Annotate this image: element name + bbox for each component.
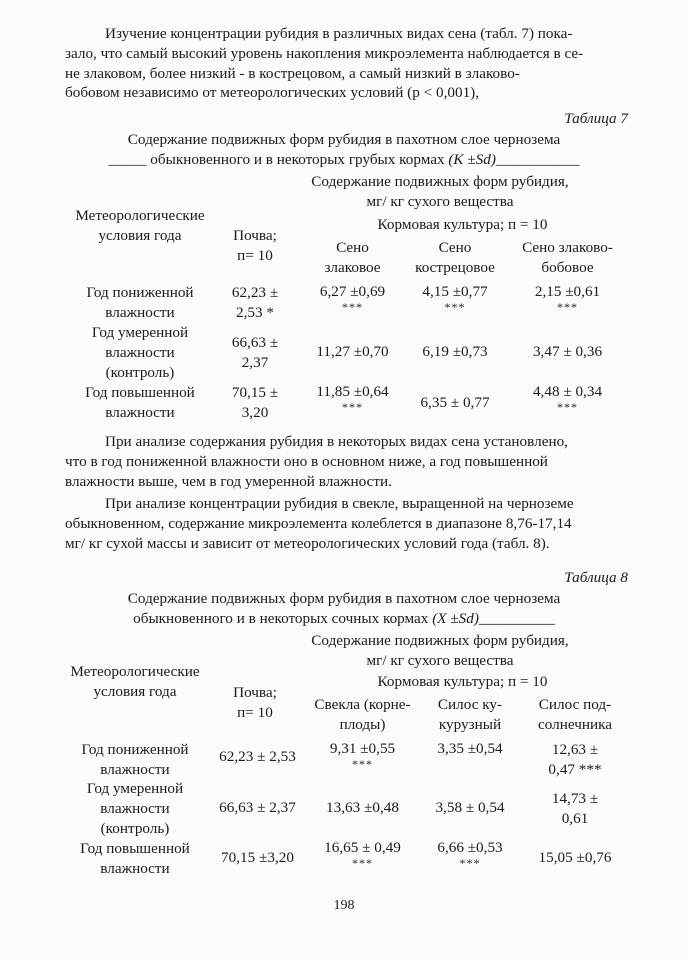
title-blank: __________ bbox=[478, 610, 555, 627]
intro-line: не злаковом, более низкий - в кострецовом, а самый низкий в злаково- bbox=[65, 64, 520, 82]
middle-paragraph-1 bbox=[65, 432, 625, 491]
row-value: 6,19 ±0,73 bbox=[422, 343, 488, 360]
middle-paragraph-2 bbox=[65, 494, 625, 553]
table-8-col-conditions: Метеорологические условия года bbox=[70, 663, 200, 700]
row-condition: Год пониженной влажности bbox=[86, 284, 194, 321]
table-7-col-soil: Почва; п= 10 bbox=[233, 227, 277, 264]
row-value: 4,15 ±0,77 *** bbox=[400, 283, 510, 313]
significance-mark: *** bbox=[557, 400, 578, 414]
table-7-header-group-line1: Содержание подвижных форм рубидия, bbox=[311, 173, 569, 190]
table-8-col3: Силос под- солнечника bbox=[538, 696, 612, 733]
row-value: 6,27 ±0,69 *** bbox=[300, 283, 405, 313]
row-soil: 66,63 ± 2,37 bbox=[231, 334, 279, 371]
row-value: 3,58 ± 0,54 bbox=[435, 799, 505, 816]
significance-mark: *** bbox=[444, 300, 466, 314]
formula: (X ±Sd) bbox=[432, 610, 479, 627]
row-value: 6,35 ± 0,77 bbox=[420, 394, 490, 411]
table-7-col1: Сено злаковое bbox=[324, 239, 381, 276]
table-7-col-conditions: Метеорологические условия года bbox=[75, 207, 205, 244]
table-8-col1: Свекла (корне- плоды) bbox=[314, 696, 411, 733]
row-value: 16,65 ± 0,49 *** bbox=[305, 839, 420, 869]
row-soil: 66,63 ± 2,37 bbox=[219, 799, 296, 816]
table-8-label: Таблица 8 bbox=[564, 569, 628, 586]
formula: (K ±Sd) bbox=[448, 151, 496, 168]
row-value: 14,73 ± 0,61 bbox=[551, 790, 599, 827]
table-8-title-line1: Содержание подвижных форм рубидия в пахотном слое чернозема bbox=[127, 590, 561, 607]
row-value: 13,63 ±0,48 bbox=[326, 799, 399, 816]
row-value: 2,15 ±0,61 *** bbox=[505, 283, 630, 313]
row-soil: 62,23 ± 2,53 * bbox=[231, 284, 279, 321]
intro-line: бобовом независимо от метеорологических условий (р < 0,001), bbox=[65, 84, 480, 102]
row-value: 3,47 ± 0,36 bbox=[532, 343, 603, 360]
table-7-col3: Сено злаково- бобовое bbox=[522, 239, 613, 276]
row-value: 11,27 ±0,70 bbox=[316, 343, 389, 360]
table-7-header-feed: Кормовая культура; п = 10 bbox=[377, 216, 548, 233]
table-8-title-line2: обыкновенного и в некоторых сочных кормах (X ±Sd)__________ bbox=[133, 610, 555, 627]
row-condition: Год умеренной влажности (контроль) bbox=[86, 780, 184, 837]
table-8-col-soil: Почва; п= 10 bbox=[233, 684, 277, 721]
significance-mark: *** bbox=[342, 400, 363, 414]
paragraph-line: При анализе содержания рубидия в некоторых видах сена установлено, bbox=[105, 433, 568, 450]
table-8-header-feed: Кормовая культура; п = 10 bbox=[377, 673, 548, 690]
row-value: 4,48 ± 0,34 *** bbox=[505, 383, 630, 413]
paragraph-line: обыкновенном, содержание микроэлемента колеблется в диапазоне 8,76-17,14 bbox=[65, 514, 572, 532]
table-7-label: Таблица 7 bbox=[564, 110, 628, 127]
paragraph-line: При анализе концентрации рубидия в свекле, выращенной на черноземе bbox=[105, 495, 574, 512]
title-blank: ___________ bbox=[495, 151, 580, 168]
row-value: 15,05 ±0,76 bbox=[538, 849, 612, 866]
significance-mark: *** bbox=[557, 300, 578, 314]
table-8-col2: Силос ку- курузный bbox=[437, 696, 503, 733]
table-8-header-group-line2: мг/ кг сухого вещества bbox=[366, 652, 514, 669]
row-condition: Год повышенной влажности bbox=[85, 384, 195, 421]
row-condition: Год повышенной влажности bbox=[80, 840, 190, 877]
table-7-col2: Сено кострецовое bbox=[415, 239, 495, 276]
page-number: 198 bbox=[333, 898, 355, 913]
row-value: 11,85 ±0,64 *** bbox=[300, 383, 405, 413]
paragraph-line: что в год пониженной влажности оно в основном ниже, а год повышенной bbox=[65, 452, 548, 470]
row-condition: Год умеренной влажности (контроль) bbox=[91, 324, 189, 381]
significance-mark: *** bbox=[352, 856, 373, 870]
row-value: 3,35 ±0,54 bbox=[437, 740, 503, 757]
table-7-title-line1: Содержание подвижных форм рубидия в пахотном слое чернозема bbox=[127, 131, 561, 148]
intro-line: зало, что самый высокий уровень накопления микроэлемента наблюдается в се- bbox=[65, 44, 584, 62]
row-value: 6,66 ±0,53 *** bbox=[420, 839, 520, 869]
paragraph-line: мг/ кг сухой массы и зависит от метеорологических условий года (табл. 8). bbox=[65, 534, 550, 552]
table-7-title-line2: _____ обыкновенного и в некоторых грубых кормах (K ±Sd)___________ bbox=[108, 151, 580, 168]
table-7-header-group-line2: мг/ кг сухого вещества bbox=[366, 193, 514, 210]
intro-paragraph bbox=[65, 24, 625, 103]
significance-mark: *** bbox=[342, 300, 363, 314]
row-value: 12,63 ± 0,47 *** bbox=[548, 741, 602, 778]
row-soil: 70,15 ±3,20 bbox=[221, 849, 294, 866]
table-8-header-group-line1: Содержание подвижных форм рубидия, bbox=[311, 632, 569, 649]
row-soil: 62,23 ± 2,53 bbox=[219, 748, 296, 765]
intro-line: Изучение концентрации рубидия в различных видах сена (табл. 7) пока- bbox=[105, 25, 573, 42]
row-value: 9,31 ±0,55 *** bbox=[305, 740, 420, 770]
row-soil: 70,15 ± 3,20 bbox=[231, 384, 279, 421]
significance-mark: *** bbox=[352, 757, 373, 771]
title-blank: _____ bbox=[108, 151, 147, 168]
row-condition: Год пониженной влажности bbox=[81, 741, 189, 778]
significance-mark: *** bbox=[459, 856, 481, 870]
paragraph-line: влажности выше, чем в год умеренной влажности. bbox=[65, 472, 392, 490]
